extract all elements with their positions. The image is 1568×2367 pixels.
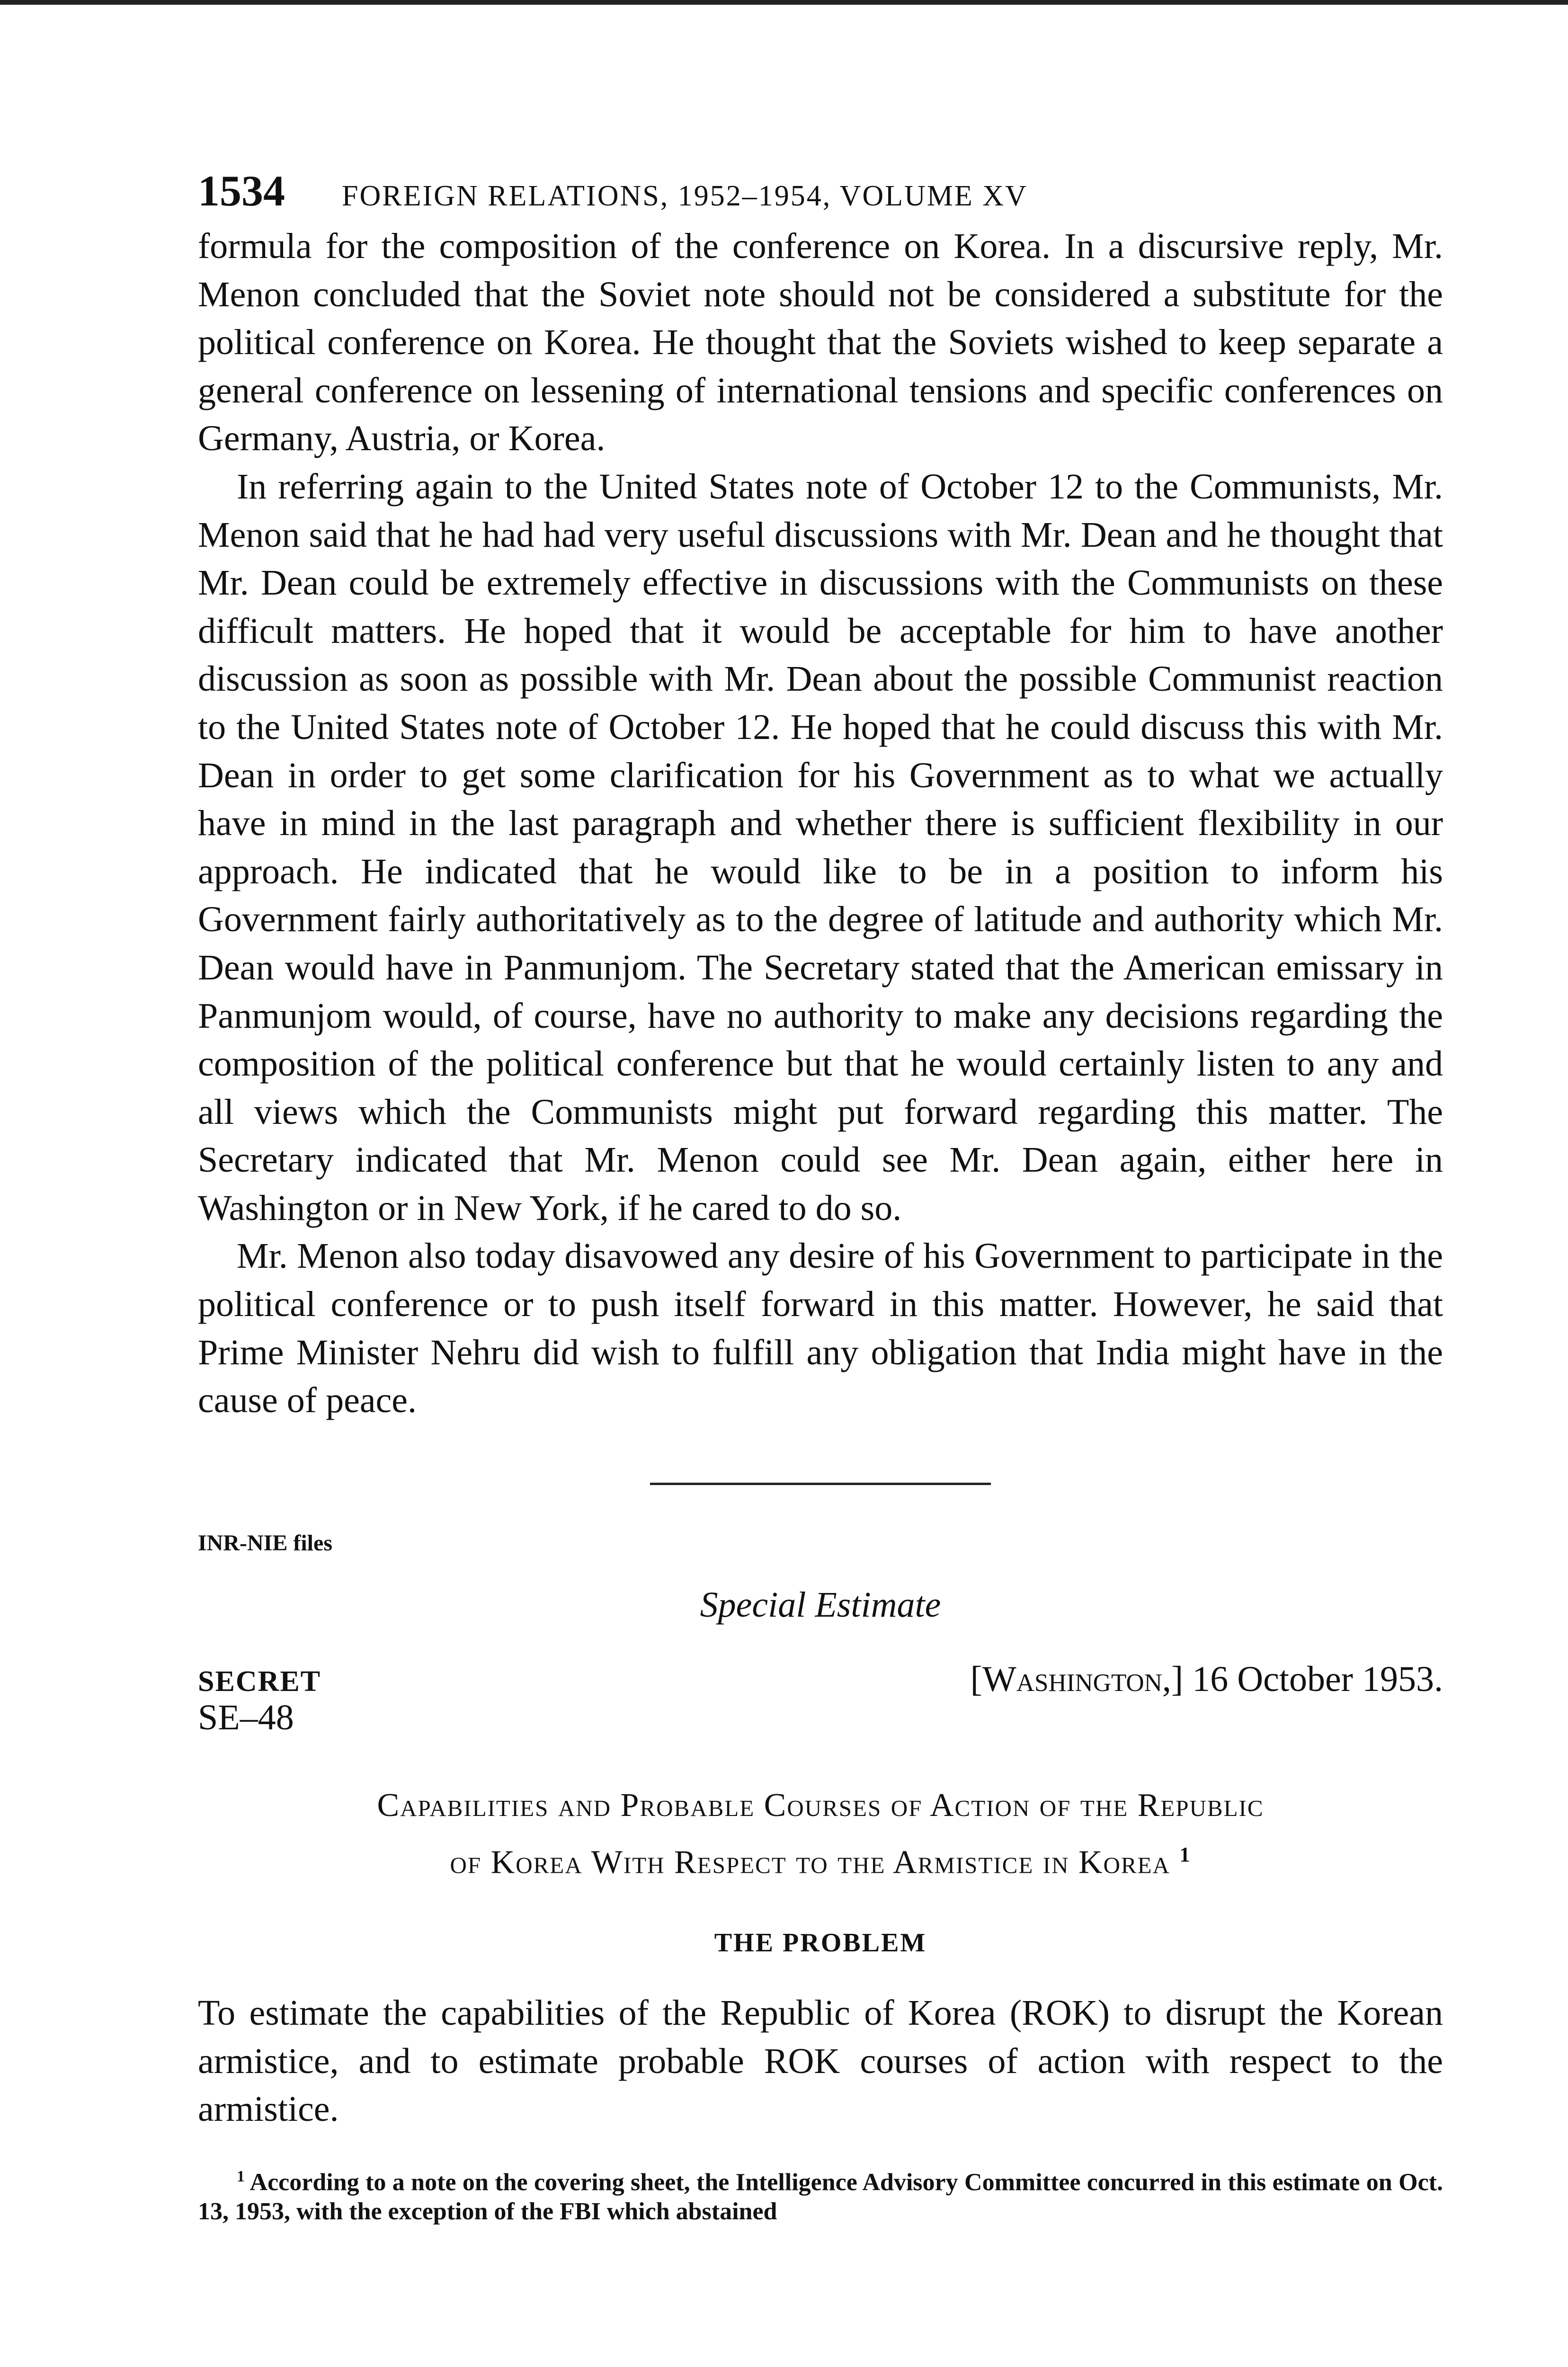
document-title xyxy=(198,1781,1443,1887)
source-note: INR-NIE files xyxy=(198,1530,332,1556)
classification-marking: SECRET xyxy=(198,1665,321,1698)
page-number: 1534 xyxy=(198,167,285,215)
dateline-date: 16 October 1953. xyxy=(1192,1659,1443,1699)
dateline xyxy=(971,1659,1443,1700)
top-edge-rule xyxy=(0,0,1568,5)
document-number: SE–48 xyxy=(198,1697,294,1737)
body-text xyxy=(198,222,1443,1425)
document-page xyxy=(198,166,1443,2226)
footnote-marker: 1 xyxy=(237,2167,245,2185)
dateline-place: [Washington,] xyxy=(970,1659,1184,1699)
paragraph-dean-discussion: In referring again to the United States note of October 12 to the Communists, Mr. Menon said that he had had very useful discussions with Mr. Dean and he thought that Mr. Dean could be extremely effective in discussions with the Communists on these difficult matters. He hoped that it would be acceptable for him to have another discussion as soon as possible with Mr. Dean about the possible Communist reaction to the United States note of October 12. He hoped that he could discuss this with Mr. Dean in order to get some clarification for his Government as to what we actually have in mind in the last paragraph and whether there is sufficient flexibility in our approach. He indicated that he would like to be in a position to inform his Government fairly authoritatively as to the degree of latitude and authority which Mr. Dean would have in Panmunjom. The Secretary stated that the American emissary in Panmunjom would, of course, have no authority to make any decisions regarding the composition of the political conference but that he would certainly listen to any and all views which the Communists might put forward regarding this matter. The Secretary indicated that Mr. Menon could see Mr. Dean again, either here in Washington or in New York, if he cared to do so. xyxy=(198,466,1443,1228)
document-title-line-1: Capabilities and Probable Courses of Action of the Republic xyxy=(377,1787,1264,1824)
running-title: FOREIGN RELATIONS, 1952–1954, VOLUME XV xyxy=(342,180,1028,212)
estimate-label: Special Estimate xyxy=(700,1584,941,1625)
document-title-line-2-wrap xyxy=(198,1830,1443,1887)
footnote xyxy=(198,2162,1443,2226)
title-footnote-reference[interactable]: 1 xyxy=(1179,1842,1191,1866)
running-header xyxy=(198,166,1443,222)
section-divider xyxy=(650,1483,991,1485)
document-title-line-2: of Korea With Respect to the Armistice in Korea xyxy=(450,1844,1170,1881)
footnote-text: According to a note on the covering sheet, the Intelligence Advisory Committee concurred in this estimate on Oct. 13, 1953, with the exception of the FBI which abstained xyxy=(198,2169,1443,2225)
problem-statement: To estimate the capabilities of the Republic of Korea (ROK) to disrupt the Korean armistice, and to estimate probable ROK courses of action with respect to the armistice. xyxy=(198,1993,1443,2129)
paragraph-continuation: formula for the composition of the conference on Korea. In a discursive reply, Mr. Menon concluded that the Soviet note should not be considered a substitute for the political conference on Korea. He thought that the Soviets wished to keep separate a general conference on lessening of international tensions and specific conferences on Germany, Austria, or Korea. xyxy=(198,226,1443,459)
document-meta-row xyxy=(198,1659,1443,1700)
paragraph-menon-disavowal: Mr. Menon also today disavowed any desire of his Government to participate in the political conference or to push itself forward in this matter. However, he said that Prime Minister Nehru did wish to fulfill any obligation that India might have in the cause of peace. xyxy=(198,1236,1443,1421)
section-heading: THE PROBLEM xyxy=(714,1928,927,1958)
